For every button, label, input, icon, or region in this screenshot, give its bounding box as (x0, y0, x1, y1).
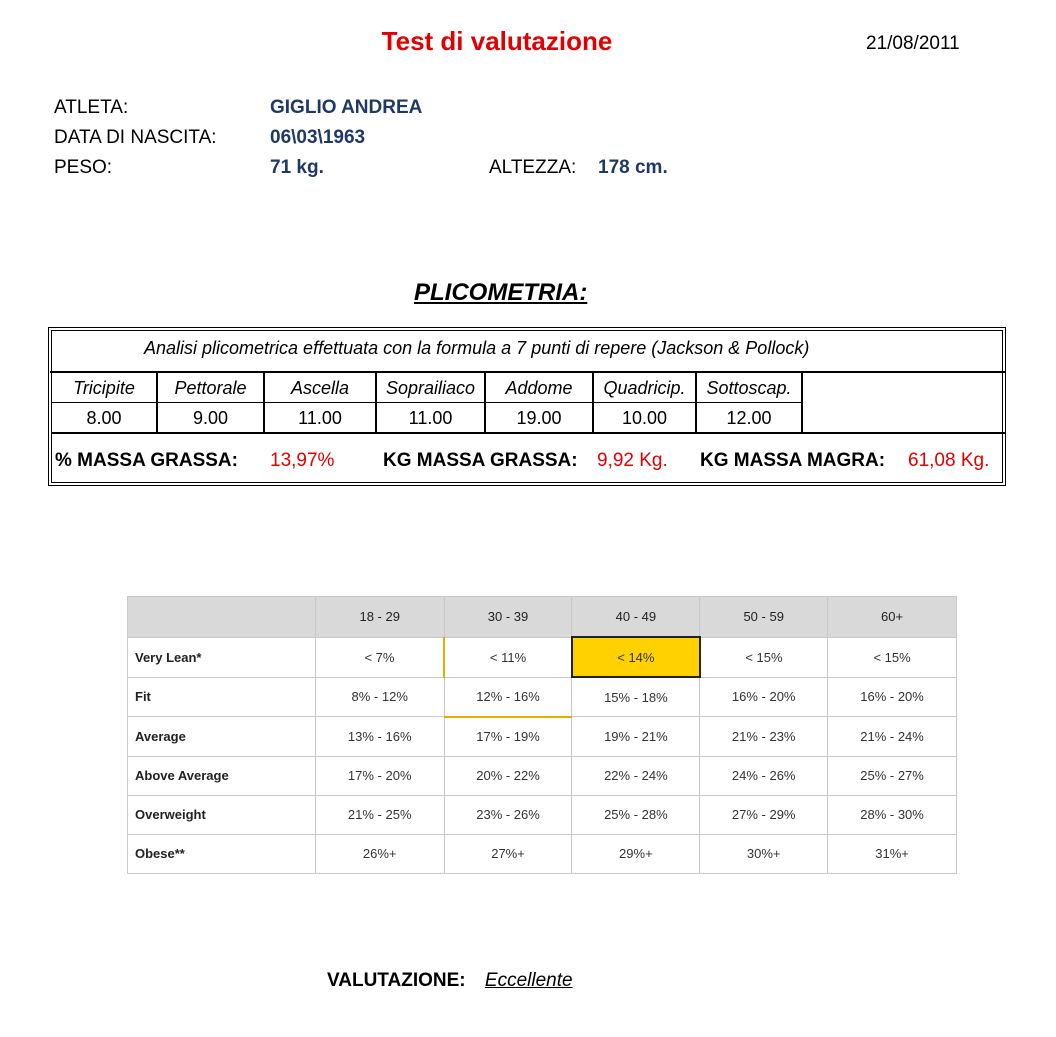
skinfold-header: Soprailiaco (377, 373, 486, 403)
skinfold-value: 8.00 (52, 403, 158, 433)
table-corner (128, 597, 316, 638)
table-row (128, 677, 957, 717)
table-row (128, 834, 957, 873)
table-cell: 19% - 21% (572, 717, 700, 757)
skinfold-value: 12.00 (697, 403, 803, 433)
table-cell: 26%+ (315, 834, 444, 873)
table-cell: 21% - 25% (315, 795, 444, 834)
height-value: 178 cm. (598, 157, 668, 178)
lean-kg-label: KG MASSA MAGRA: (700, 450, 886, 471)
table-cell: 12% - 16% (444, 677, 572, 717)
table-cell: < 15% (700, 637, 828, 677)
weight-value: 71 kg. (270, 157, 324, 178)
table-cell: 22% - 24% (572, 756, 700, 795)
age-header: 50 - 59 (700, 597, 828, 638)
skinfold-header: Quadricip. (594, 373, 697, 403)
plicometria-caption: Analisi plicometrica effettuata con la formula a 7 punti di repere (Jackson & Pollock) (144, 338, 810, 358)
table-cell: 31%+ (828, 834, 957, 873)
table-row (128, 717, 957, 757)
birth-date-label: DATA DI NASCITA: (54, 127, 217, 148)
skinfold-header: Addome (486, 373, 594, 403)
athlete-name-label: ATLETA: (54, 97, 129, 118)
table-cell-highlighted: < 14% (572, 637, 700, 677)
body-fat-reference-table (127, 596, 957, 874)
table-row (128, 756, 957, 795)
table-cell: 25% - 27% (828, 756, 957, 795)
weight-label: PESO: (54, 157, 113, 178)
row-label: Overweight (128, 795, 316, 834)
skinfold-header: Ascella (265, 373, 377, 403)
row-label: Average (128, 717, 316, 757)
table-cell: 29%+ (572, 834, 700, 873)
skinfold-grid (52, 373, 803, 433)
row-label: Very Lean* (128, 637, 316, 677)
table-header-row (128, 597, 957, 638)
height-label: ALTEZZA: (489, 157, 577, 178)
table-cell: 15% - 18% (572, 677, 700, 717)
table-cell: 30%+ (700, 834, 828, 873)
table-cell: 23% - 26% (444, 795, 572, 834)
table-cell: 21% - 24% (828, 717, 957, 757)
table-cell: < 11% (444, 637, 572, 677)
plicometria-title: PLICOMETRIA: (414, 279, 588, 306)
table-cell: 13% - 16% (315, 717, 444, 757)
skinfold-header: Tricipite (52, 373, 158, 403)
table-cell: 16% - 20% (828, 677, 957, 717)
table-cell: 28% - 30% (828, 795, 957, 834)
table-row (128, 795, 957, 834)
table-cell: 27%+ (444, 834, 572, 873)
fat-kg-value: 9,92 Kg. (597, 450, 668, 471)
skinfold-header: Sottoscap. (697, 373, 803, 403)
report-date: 21/08/2011 (866, 33, 960, 54)
table-cell: 16% - 20% (700, 677, 828, 717)
row-label: Obese** (128, 834, 316, 873)
age-header: 30 - 39 (444, 597, 572, 638)
table-cell: 27% - 29% (700, 795, 828, 834)
table-cell: 24% - 26% (700, 756, 828, 795)
skinfold-header: Pettorale (158, 373, 265, 403)
table-cell: 17% - 19% (444, 717, 572, 757)
fat-kg-label: KG MASSA GRASSA: (383, 450, 578, 471)
age-header: 60+ (828, 597, 957, 638)
lean-kg-value: 61,08 Kg. (908, 450, 990, 471)
table-cell: < 7% (315, 637, 444, 677)
athlete-name: GIGLIO ANDREA (270, 97, 423, 118)
evaluation-value: Eccellente (484, 970, 573, 991)
table-row (128, 637, 957, 677)
plicometria-caption-row (50, 331, 1006, 373)
skinfold-value: 11.00 (377, 403, 486, 433)
table-cell: 21% - 23% (700, 717, 828, 757)
skinfold-value: 11.00 (265, 403, 377, 433)
skinfold-value: 19.00 (486, 403, 594, 433)
fat-percent-value: 13,97% (270, 450, 335, 471)
fat-percent-label: % MASSA GRASSA: (55, 450, 238, 471)
age-header: 18 - 29 (315, 597, 444, 638)
birth-date: 06\03\1963 (270, 127, 366, 148)
skinfold-value: 10.00 (594, 403, 697, 433)
table-cell: 8% - 12% (315, 677, 444, 717)
row-label: Above Average (128, 756, 316, 795)
evaluation-result (327, 970, 573, 992)
row-label: Fit (128, 677, 316, 717)
skinfold-value: 9.00 (158, 403, 265, 433)
age-header: 40 - 49 (572, 597, 700, 638)
page-title: Test di valutazione (381, 26, 613, 56)
evaluation-label: VALUTAZIONE: (327, 970, 466, 991)
table-cell: 20% - 22% (444, 756, 572, 795)
table-cell: 17% - 20% (315, 756, 444, 795)
table-cell: < 15% (828, 637, 957, 677)
table-cell: 25% - 28% (572, 795, 700, 834)
plicometria-divider (52, 432, 1006, 434)
